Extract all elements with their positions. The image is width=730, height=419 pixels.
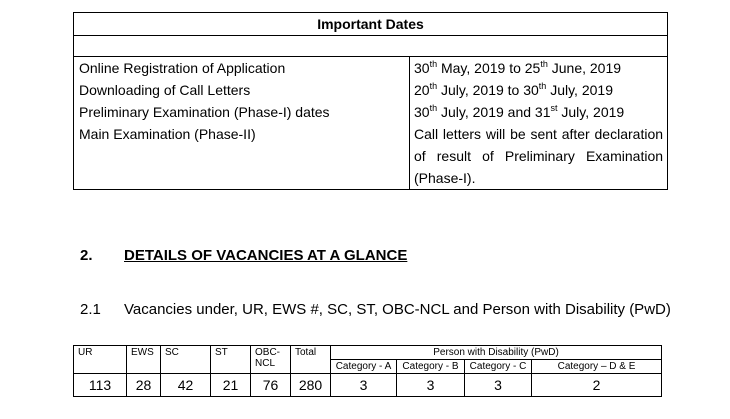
value-cat-de: 2 [532,374,662,397]
event-label: Main Examination (Phase-II) [79,126,256,142]
important-dates-table [73,12,668,190]
events-column [74,57,410,190]
vacancies-table [73,345,662,397]
header-cat-a: Category - A [331,360,397,374]
section-title: DETAILS OF VACANCIES AT A GLANCE [124,247,408,264]
value-cat-a: 3 [331,374,397,397]
header-st: ST [211,346,251,374]
header-cat-b: Category - B [397,360,465,374]
date-value: 20th July, 2019 to 30th July, 2019 [414,81,613,98]
subsection-number: 2.1 [80,301,101,318]
date-value: Call letters will be sent after declaration of result of Preliminary Examination (Phase-I). [414,126,664,186]
section-number: 2. [80,247,93,264]
header-cat-c: Category - C [465,360,532,374]
event-label: Preliminary Examination (Phase-I) dates [79,104,330,120]
value-ur: 113 [74,374,127,397]
header-obc: OBC- NCL [251,346,291,374]
header-sc: SC [161,346,211,374]
value-cat-c: 3 [465,374,532,397]
event-label: Online Registration of Application [79,60,286,76]
header-ews: EWS [127,346,161,374]
value-st: 21 [211,374,251,397]
value-total: 280 [291,374,331,397]
subsection-title: Vacancies under, UR, EWS #, SC, ST, OBC-NCL and Person with Disability (PwD) [124,301,671,318]
dates-column [410,57,668,190]
blank-row [74,36,668,57]
header-ur: UR [74,346,127,374]
header-total: Total [291,346,331,374]
header-cat-de: Category – D & E [532,360,662,374]
value-ews: 28 [127,374,161,397]
event-label: Downloading of Call Letters [79,82,251,98]
value-sc: 42 [161,374,211,397]
value-cat-b: 3 [397,374,465,397]
important-dates-title: Important Dates [74,13,668,36]
date-value: 30th July, 2019 and 31st July, 2019 [414,103,625,120]
date-value: 30th May, 2019 to 25th June, 2019 [414,59,622,76]
value-obc: 76 [251,374,291,397]
header-pwd: Person with Disability (PwD) [331,346,662,360]
